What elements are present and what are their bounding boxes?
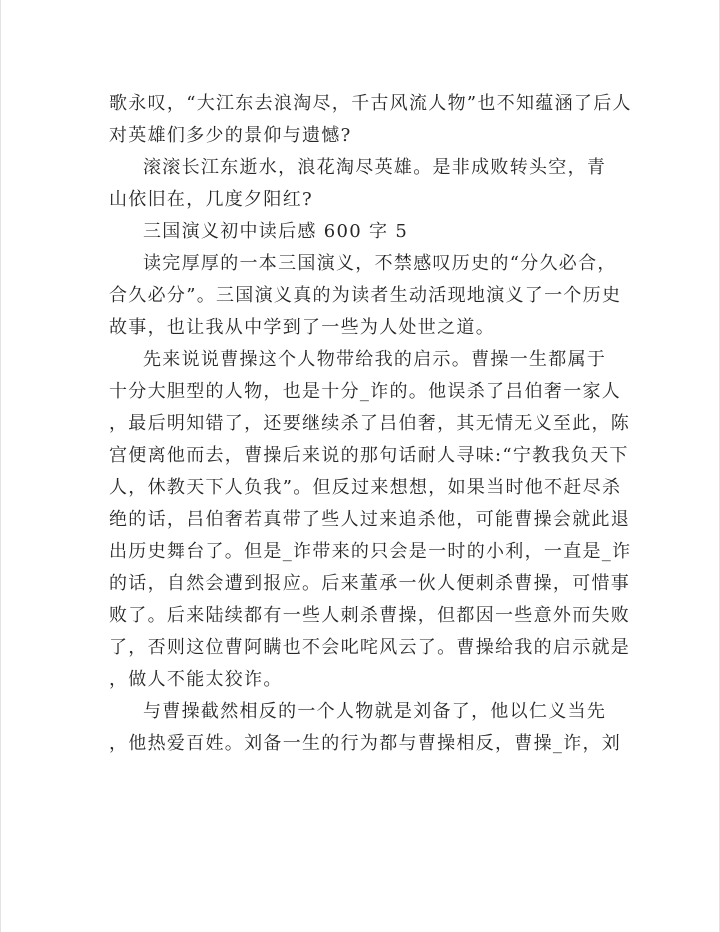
text-line: 出历史舞台了。但是_诈带来的只会是一时的小利，一直是_诈 [109, 541, 632, 562]
text-line: 的话，自然会遭到报应。后来董承一伙人便刺杀曹操，可惜事 [109, 573, 631, 594]
text-line: 对英雄们多少的景仰与遗憾? [109, 125, 352, 146]
paragraph-cao-cao [109, 344, 632, 696]
document-body [109, 88, 632, 760]
text-line: 人，休教天下人负我”。但反过来想想，如果当时他不赶尽杀 [109, 477, 622, 498]
text-line: 山依旧在，几度夕阳红? [109, 189, 313, 210]
text-line: ，做人不能太狡诈。 [109, 669, 283, 690]
text-line: 先来说说曹操这个人物带给我的启示。曹操一生都属于 [143, 349, 607, 370]
section-heading [109, 216, 615, 248]
text-line: ，最后明知错了，还要继续杀了吕伯奢，其无情无义至此，陈 [109, 413, 631, 434]
paragraph-poem-reflection [109, 88, 632, 152]
text-line: 宫便离他而去，曹操后来说的那句话耐人寻味:“宁教我负天下 [109, 445, 629, 466]
text-line: 了，否则这位曹阿瞒也不会叱咤风云了。曹操给我的启示就是 [109, 637, 631, 658]
text-line: 故事，也让我从中学到了一些为人处世之道。 [109, 317, 495, 338]
text-line: 败了。后来陆续都有一些人刺杀曹操，但都因一些意外而失败 [109, 605, 631, 626]
text-line: 合久必分”。三国演义真的为读者生动活现地演义了一个历史 [109, 285, 622, 306]
text-line: 与曹操截然相反的一个人物就是刘备了，他以仁义当先 [143, 701, 607, 722]
text-line: ，他热爱百姓。刘备一生的行为都与曹操相反，曹操_诈，刘 [109, 733, 622, 754]
text-line: 读完厚厚的一本三国演义，不禁感叹历史的“分久必合， [143, 253, 617, 274]
text-line: 十分大胆型的人物，也是十分_诈的。他误杀了吕伯奢一家人 [109, 381, 622, 402]
paragraph-liu-bei [109, 696, 622, 760]
text-line: 绝的话，吕伯奢若真带了些人过来追杀他，可能曹操会就此退 [109, 509, 631, 530]
text-line: 三国演义初中读后感 600 字 5 [143, 221, 409, 242]
text-line: 歌永叹，“大江东去浪淘尽，千古风流人物”也不知蕴涵了后人 [109, 93, 632, 114]
paragraph-verse [109, 152, 615, 216]
paragraph-intro [109, 248, 622, 344]
text-line: 滚滚长江东逝水，浪花淘尽英雄。是非成败转头空，青 [143, 157, 607, 178]
